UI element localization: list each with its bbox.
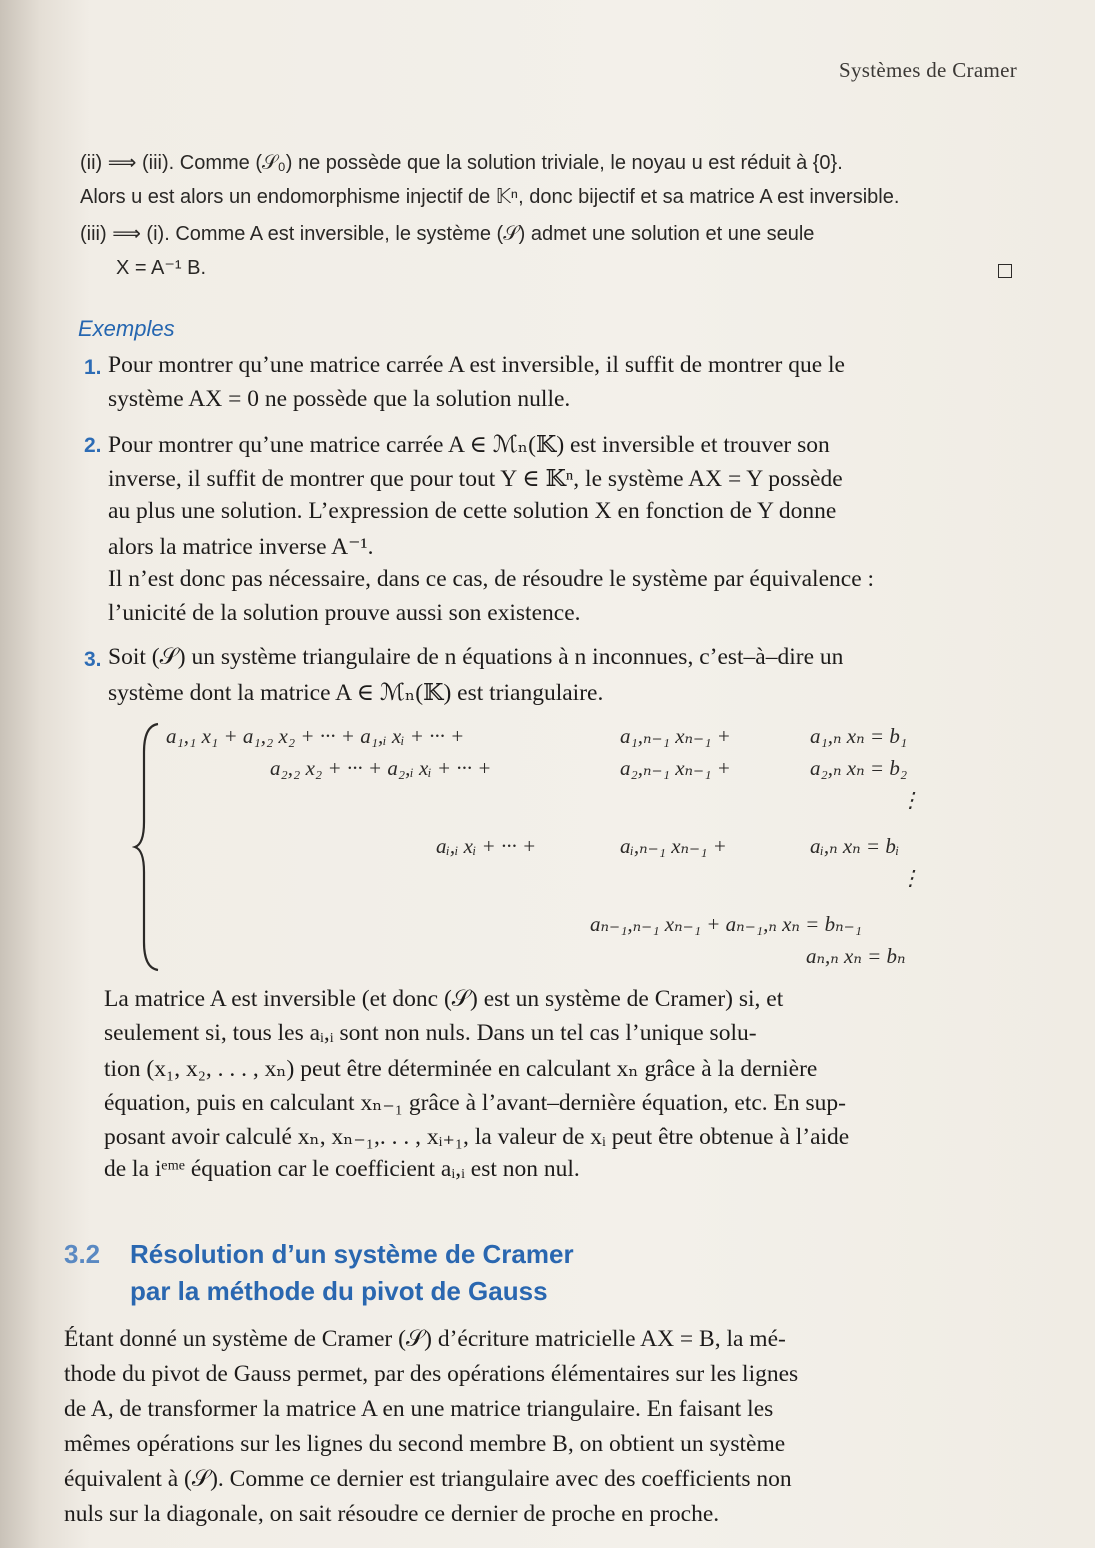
example-text-line: système AX = 0 ne possède que la solution nulle. (108, 386, 571, 412)
example-text-line: système dont la matrice A ∈ ℳₙ(𝕂) est triangulaire. (108, 680, 604, 706)
example-text-line: inverse, il suffit de montrer que pour tout Y ∈ 𝕂ⁿ, le système AX = Y possède (108, 466, 843, 492)
system-row-2-left: a₂,₂ x₂ + ··· + a₂,ᵢ xᵢ + ··· + (270, 756, 492, 780)
example-text-line: alors la matrice inverse A⁻¹. (108, 534, 374, 560)
paragraph-line: équation, puis en calculant xₙ₋₁ grâce à l’avant–dernière équation, etc. En sup- (104, 1090, 846, 1116)
system-row-n-minus-1: aₙ₋₁,ₙ₋₁ xₙ₋₁ + aₙ₋₁,ₙ xₙ = bₙ₋₁ (590, 912, 862, 936)
example-text-line: Soit (𝒮) un système triangulaire de n équations à n inconnues, c’est–à–dire un (108, 644, 844, 670)
system-vertical-dots: ⋮ (900, 788, 921, 812)
section-number: 3.2 (64, 1239, 101, 1269)
example-text-line: Pour montrer qu’une matrice carrée A ∈ ℳₙ(𝕂) est inversible et trouver son (108, 432, 830, 458)
section-heading (64, 1236, 574, 1310)
running-head: Systèmes de Cramer (838, 58, 1017, 82)
example-number: 2. (84, 434, 102, 457)
system-row-i-mid: aᵢ,ₙ₋₁ xₙ₋₁ + (620, 834, 727, 858)
proof-line: (ii) ⟹ (iii). Comme (𝒮₀) ne possède que la solution triviale, le noyau u est réduit à {0}. (80, 152, 843, 174)
system-row-2-right: a₂,ₙ xₙ = b₂ (810, 756, 908, 780)
system-vertical-dots: ⋮ (900, 866, 921, 890)
system-row-1-left: a₁,₁ x₁ + a₁,₂ x₂ + ··· + a₁,ᵢ xᵢ + ··· + (166, 724, 465, 748)
paragraph-line: seulement si, tous les aᵢ,ᵢ sont non nuls. Dans un tel cas l’unique solu- (104, 1020, 757, 1046)
paragraph-line: La matrice A est inversible (et donc (𝒮) est un système de Cramer) si, et (104, 986, 784, 1012)
system-row-i-left: aᵢ,ᵢ xᵢ + ··· + (436, 834, 537, 858)
example-text-line: Pour montrer qu’une matrice carrée A est inversible, il suffit de montrer que le (108, 352, 845, 378)
paragraph-line: nuls sur la diagonale, on sait résoudre ce dernier de proche en proche. (64, 1501, 720, 1527)
paragraph-line: équivalent à (𝒮). Comme ce dernier est triangulaire avec des coefficients non (64, 1466, 792, 1492)
section-title-line-1: Résolution d’un système de Cramer (130, 1239, 574, 1269)
paragraph-line: Étant donné un système de Cramer (𝒮) d’écriture matricielle AX = B, la mé- (64, 1326, 786, 1352)
example-text-line: l’unicité de la solution prouve aussi son existence. (108, 600, 581, 626)
paragraph-line: tion (x₁, x₂, . . . , xₙ) peut être déterminée en calculant xₙ grâce à la dernière (104, 1056, 818, 1082)
paragraph-line: thode du pivot de Gauss permet, par des opérations élémentaires sur les lignes (64, 1361, 799, 1387)
system-row-1-right: a₁,ₙ xₙ = b₁ (810, 724, 908, 748)
exemples-heading: Exemples (78, 316, 175, 341)
paragraph-line: mêmes opérations sur les lignes du second membre B, on obtient un système (64, 1431, 786, 1457)
proof-line: Alors u est alors un endomorphisme injectif de 𝕂ⁿ, donc bijectif et sa matrice A est inversible. (80, 186, 900, 208)
example-number: 3. (84, 648, 102, 671)
paragraph-line: de A, de transformer la matrice A en une matrice triangulaire. En faisant les (64, 1396, 774, 1422)
system-row-n: aₙ,ₙ xₙ = bₙ (806, 944, 906, 968)
proof-line: (iii) ⟹ (i). Comme A est inversible, le système (𝒮) admet une solution et une seule (80, 223, 815, 245)
proof-line: X = A⁻¹ B. (116, 257, 207, 279)
example-text-line: au plus une solution. L’expression de cette solution X en fonction de Y donne (108, 498, 837, 524)
paragraph-line: posant avoir calculé xₙ, xₙ₋₁,. . . , xᵢ₊₁, la valeur de xᵢ peut être obtenue à l’aide (104, 1124, 850, 1150)
left-brace-icon (132, 722, 162, 972)
example-number: 1. (84, 356, 102, 379)
paragraph-line: de la iᵉᵐᵉ équation car le coefficient aᵢ,ᵢ est non nul. (104, 1156, 580, 1182)
section-title-line-2: par la méthode du pivot de Gauss (130, 1276, 548, 1306)
qed-square-icon (998, 264, 1012, 278)
example-text-line: Il n’est donc pas nécessaire, dans ce cas, de résoudre le système par équivalence : (108, 566, 875, 592)
system-row-1-mid: a₁,ₙ₋₁ xₙ₋₁ + (620, 724, 731, 748)
system-row-i-right: aᵢ,ₙ xₙ = bᵢ (810, 834, 900, 858)
triangular-system (132, 722, 972, 972)
system-row-2-mid: a₂,ₙ₋₁ xₙ₋₁ + (620, 756, 731, 780)
